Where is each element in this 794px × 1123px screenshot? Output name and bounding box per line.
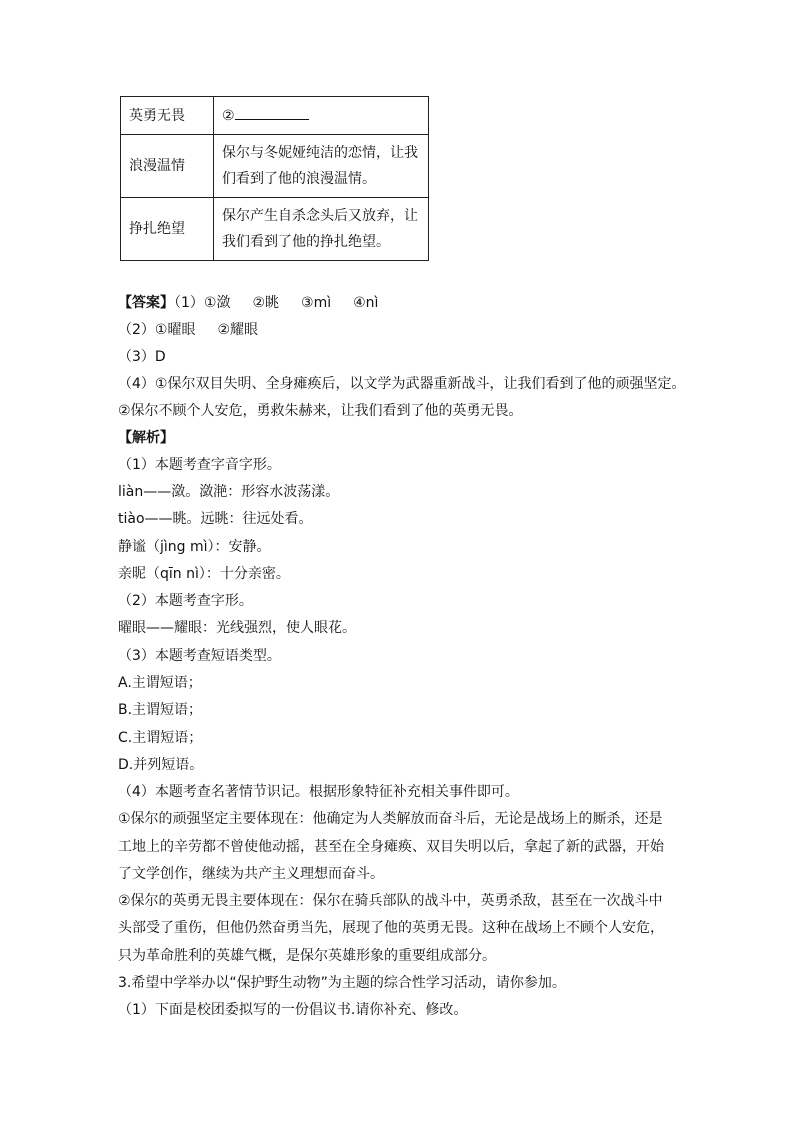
character-table [120,96,429,261]
table-row [121,97,429,135]
answer-line-4: （4）①保尔双目失明、全身瘫痪后，以文学为武器重新战斗，让我们看到了他的顽强坚定。 [118,376,686,392]
answer-line-1 [118,293,378,313]
analysis-line: 工地上的辛劳都不曾使他动摇，甚至在全身瘫痪、双目失明以后，拿起了新的武器，开始 [118,839,664,855]
answer-item: ①曜眼 [154,322,196,338]
table-cell-content: 保尔与冬妮娅纯洁的恋情，让我们看到了他的浪漫温情。 [214,135,429,198]
answer-item: ①潋 [203,295,231,311]
table-cell-label: 挣扎绝望 [121,198,214,261]
analysis-line: A.主谓短语； [118,675,202,691]
analysis-line: （4）本题考查名著情节识记。根据形象特征补充相关事件即可。 [118,784,519,800]
answer-item: ③mì [301,295,332,311]
question-3-title: 3.希望中学举办以“保护野生动物”为主题的综合性学习活动，请你参加。 [118,975,566,991]
table-cell-label: 英勇无畏 [121,97,214,135]
answer-line-2 [118,320,258,340]
analysis-line: C.主谓短语； [118,730,203,746]
analysis-line: ①保尔的顽强坚定主要体现在：他确定为人类解放而奋斗后，无论是战场上的厮杀，还是 [118,811,663,827]
analysis-line: 曜眼——耀眼：光线强烈，使人眼花。 [118,620,356,636]
analysis-line: 头部受了重伤，但他仍然奋勇当先，展现了他的英勇无畏。这种在战场上不顾个人安危， [118,920,664,936]
analysis-heading [118,428,174,448]
table-row [121,198,429,261]
answer-q2-prefix: （2） [118,322,155,338]
answer-line-3: （3）D [118,349,166,365]
analysis-line: D.并列短语。 [118,757,204,773]
answer-item: ②眺 [252,295,280,311]
analysis-line: 了文学创作，继续为共产主义理想而奋斗。 [118,866,384,882]
table-cell-label: 浪漫温情 [121,135,214,198]
table-cell-content [214,97,429,135]
analysis-line: （2）本题考查字形。 [118,593,253,609]
answer-q1-prefix: （1） [174,295,204,311]
answer-line-5: ②保尔不顾个人安危，勇救朱赫来，让我们看到了他的英勇无畏。 [118,403,523,419]
analysis-line: 亲昵（qīn nì）：十分亲密。 [118,566,290,582]
analysis-line: liàn——潋。潋滟：形容水波荡漾。 [118,484,340,500]
table-row [121,135,429,198]
circled-number: ② [222,107,235,124]
analysis-heading-text: 【解析】 [118,430,174,446]
answer-heading: 【答案】 [118,295,174,311]
answer-item: ④nì [353,295,379,311]
fill-blank [235,103,309,120]
question-3-sub-1: （1）下面是校团委拟写的一份倡议书.请你补充、修改。 [118,1002,468,1018]
analysis-line: B.主谓短语； [118,702,203,718]
analysis-line: 静谧（jìng mì）：安静。 [118,539,271,555]
analysis-line: （3）本题考查短语类型。 [118,648,281,664]
analysis-line: ②保尔的英勇无畏主要体现在：保尔在骑兵部队的战斗中，英勇杀敌，甚至在一次战斗中 [118,893,663,909]
table-cell-content: 保尔产生自杀念头后又放弃，让我们看到了他的挣扎绝望。 [214,198,429,261]
answer-item: ②耀眼 [217,322,259,338]
analysis-line: （1）本题考查字音字形。 [118,457,281,473]
analysis-line: tiào——眺。远眺：往远处看。 [118,511,313,527]
analysis-line: 只为革命胜利的英雄气概，是保尔英雄形象的重要组成部分。 [118,948,496,964]
